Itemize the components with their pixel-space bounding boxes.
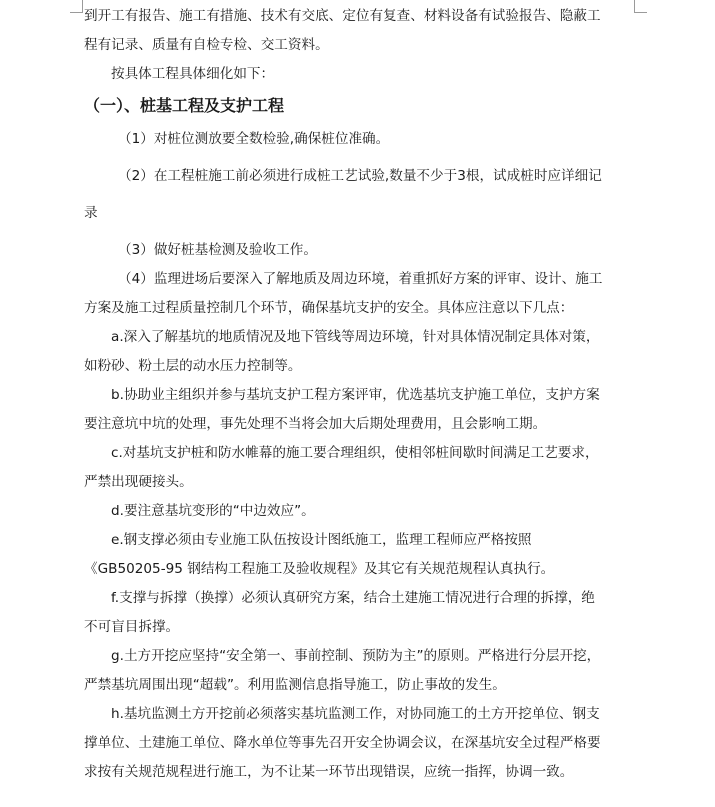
margin-mark-top-left: [70, 0, 83, 13]
margin-mark-top-right: [634, 0, 647, 13]
item-1: （1）对桩位测放要全数检验,确保桩位准确。: [118, 131, 390, 147]
item-3: （3）做好桩基检测及验收工作。: [118, 242, 317, 258]
item-4-line-1: （4）监理进场后要深入了解地质及周边环境，着重抓好方案的评审、设计、施工: [118, 271, 603, 287]
point-c-line-2: 严禁出现硬接头。: [84, 474, 193, 490]
point-f-line-1: f.支撑与拆撑（换撑）必须认真研究方案，结合土建施工情况进行合理的拆撑，绝: [111, 590, 595, 606]
intro-line-2: 程有记录、质量有自检专检、交工资料。: [84, 37, 329, 53]
section-heading: （一）、桩基工程及支护工程: [84, 96, 285, 115]
item-2-line-2: 录: [84, 205, 98, 221]
point-g-line-2: 严禁基坑周围出现“超载”。利用监测信息指导施工，防止事故的发生。: [84, 677, 506, 693]
point-h-line-1: h.基坑监测土方开挖前必须落实基坑监测工作，对协同施工的土方开挖单位、钢支: [111, 706, 600, 722]
point-g-line-1: g.土方开挖应坚持“安全第一、事前控制、预防为主”的原则。严格进行分层开挖，: [111, 648, 601, 664]
point-d-line-1: d.要注意基坑变形的“中边效应”。: [111, 503, 315, 519]
point-h-line-3: 求按有关规范规程进行施工，为不让某一环节出现错误，应统一指挥，协调一致。: [84, 764, 574, 780]
point-e-line-2: 《GB50205-95 钢结构工程施工及验收规程》及其它有关规范规程认真执行。: [84, 561, 555, 577]
point-a-line-2: 如粉砂、粉土层的动水压力控制等。: [84, 358, 302, 374]
point-b-line-2: 要注意坑中坑的处理，事先处理不当将会加大后期处理费用，且会影响工期。: [84, 416, 547, 432]
point-e-line-1: e.钢支撑必须由专业施工队伍按设计图纸施工，监理工程师应严格按照: [111, 532, 532, 548]
point-a-line-1: a.深入了解基坑的地质情况及地下管线等周边环境，针对具体情况制定具体对策，: [111, 329, 600, 345]
point-b-line-1: b.协助业主组织并参与基坑支护工程方案评审，优选基坑支护施工单位，支护方案: [111, 387, 600, 403]
item-4-line-2: 方案及施工过程质量控制几个环节，确保基坑支护的安全。具体应注意以下几点：: [84, 300, 574, 316]
intro-line-1: 到开工有报告、施工有措施、技术有交底、定位有复查、材料设备有试验报告、隐蔽工: [84, 8, 601, 24]
point-c-line-1: c.对基坑支护桩和防水帷幕的施工要合理组织，使相邻桩间歇时间满足工艺要求，: [111, 445, 599, 461]
document-page: [84, 0, 634, 787]
intro-line-3: 按具体工程具体细化如下：: [111, 66, 275, 82]
point-h-line-2: 撑单位、土建施工单位、降水单位等事先召开安全协调会议，在深基坑安全过程严格要: [84, 735, 601, 751]
item-2-line-1: （2）在工程桩施工前必须进行成桩工艺试验,数量不少于3根，试成桩时应详细记: [118, 168, 602, 184]
point-f-line-2: 不可盲目拆撑。: [84, 619, 180, 635]
